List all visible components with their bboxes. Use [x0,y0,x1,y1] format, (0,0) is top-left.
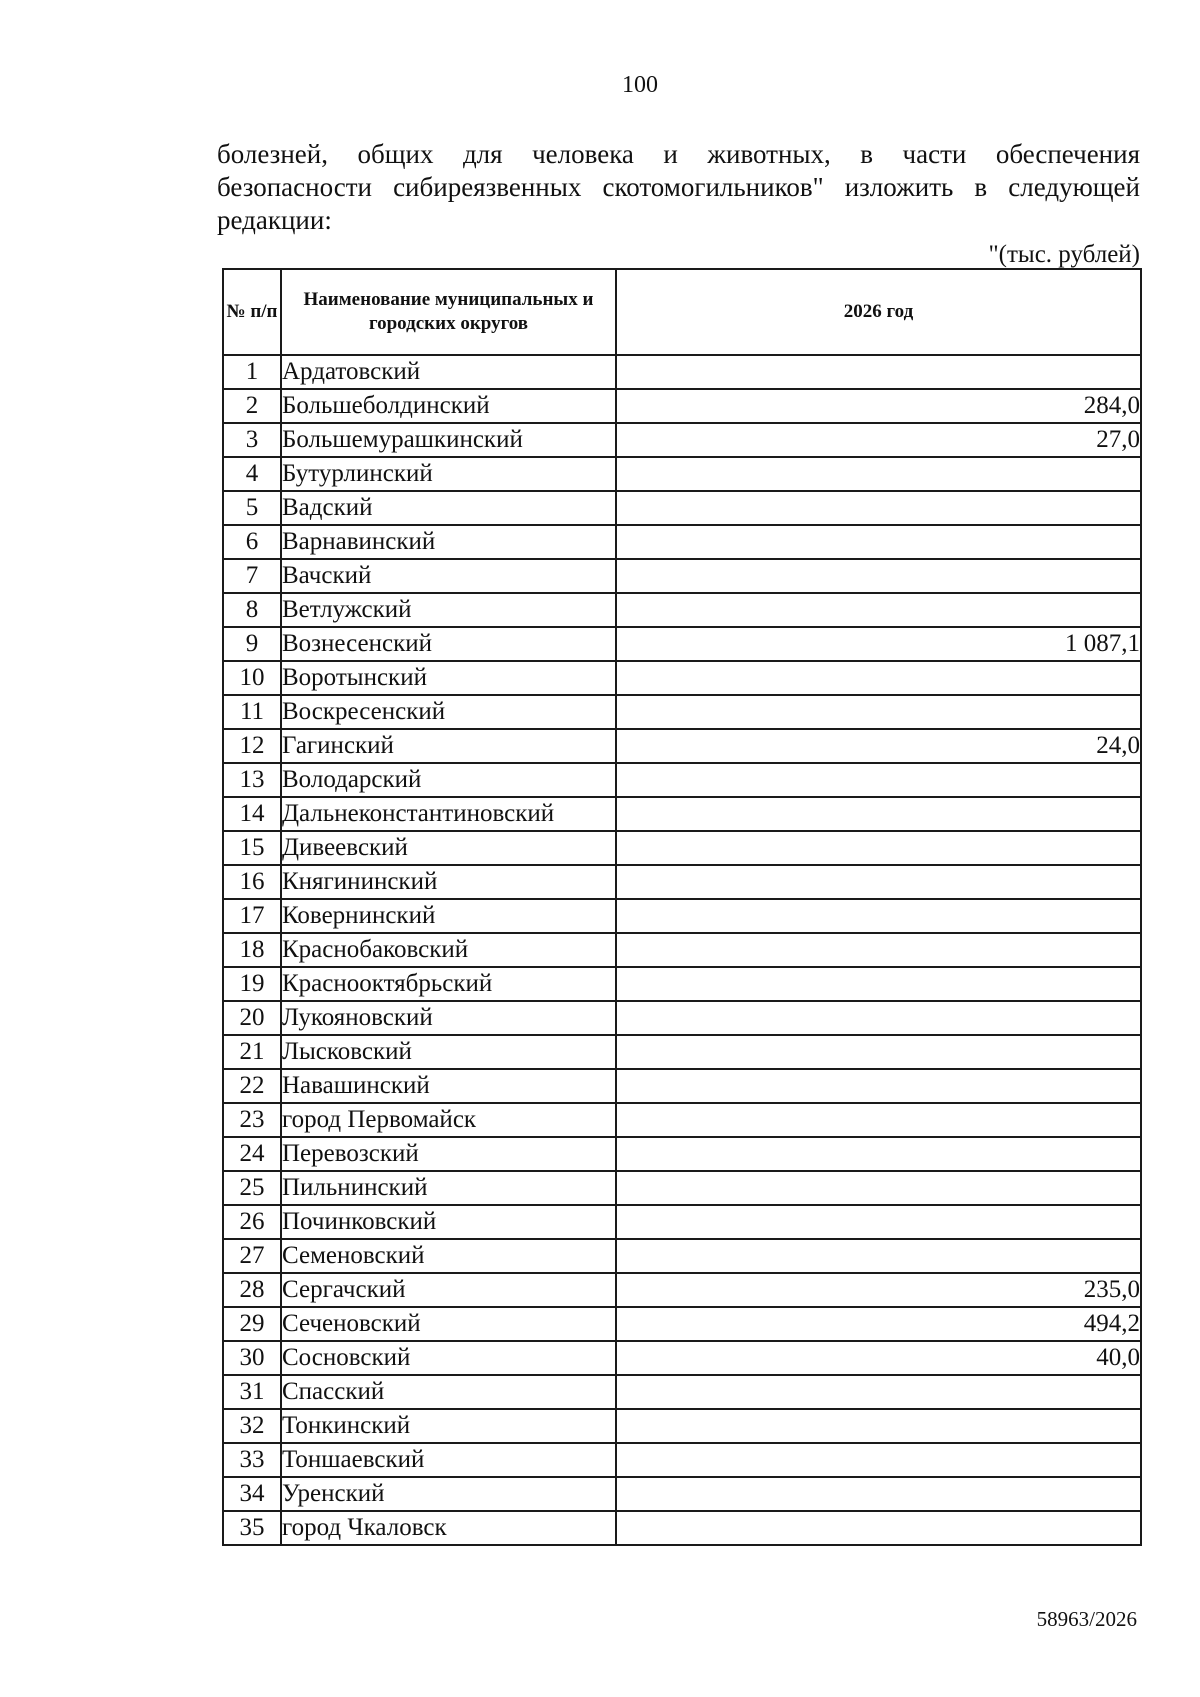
intro-line: безопасности сибиреязвенных скотомогильников" изложить в следующей [217,172,1140,202]
row-value-2026 [616,457,1141,491]
table-row [223,525,1141,559]
row-value-2026 [616,797,1141,831]
row-number: 14 [223,797,281,831]
row-number: 30 [223,1341,281,1375]
row-district-name: Вачский [281,559,616,593]
table-row [223,1443,1141,1477]
row-value-2026: 27,0 [616,423,1141,457]
row-number: 26 [223,1205,281,1239]
row-number: 8 [223,593,281,627]
intro-line: болезней, общих для человека и животных, в части обеспечения [217,139,1140,169]
header-name: Наименование муниципальных и городских округов [281,269,616,355]
row-district-name: Большеболдинский [281,389,616,423]
row-district-name: Починковский [281,1205,616,1239]
table-row [223,661,1141,695]
table-row [223,967,1141,1001]
row-district-name: Бутурлинский [281,457,616,491]
row-district-name: Краснооктябрьский [281,967,616,1001]
document-code: 58963/2026 [1036,1607,1137,1631]
row-value-2026 [616,491,1141,525]
row-number: 6 [223,525,281,559]
row-value-2026 [616,1375,1141,1409]
row-number: 28 [223,1273,281,1307]
table-row [223,355,1141,389]
table-row [223,1273,1141,1307]
row-district-name: Варнавинский [281,525,616,559]
row-number: 16 [223,865,281,899]
row-district-name: Вознесенский [281,627,616,661]
row-value-2026: 1 087,1 [616,627,1141,661]
table-body [223,355,1141,1545]
row-value-2026 [616,865,1141,899]
table-row [223,1205,1141,1239]
row-district-name: Сеченовский [281,1307,616,1341]
row-district-name: Тонкинский [281,1409,616,1443]
row-district-name: Володарский [281,763,616,797]
row-district-name: Дальнеконстантиновский [281,797,616,831]
table-row [223,559,1141,593]
table-row [223,423,1141,457]
row-district-name: Гагинский [281,729,616,763]
table-row [223,1035,1141,1069]
row-value-2026 [616,661,1141,695]
row-value-2026 [616,355,1141,389]
row-value-2026: 40,0 [616,1341,1141,1375]
table-header-row [223,269,1141,355]
row-district-name: Большемурашкинский [281,423,616,457]
row-value-2026 [616,1205,1141,1239]
row-district-name: Спасский [281,1375,616,1409]
table-row [223,1341,1141,1375]
row-number: 27 [223,1239,281,1273]
row-value-2026 [616,1069,1141,1103]
row-value-2026 [616,1477,1141,1511]
row-number: 25 [223,1171,281,1205]
table-row [223,831,1141,865]
table-row [223,1171,1141,1205]
table-row [223,1511,1141,1545]
table-row [223,1069,1141,1103]
row-number: 23 [223,1103,281,1137]
row-value-2026: 284,0 [616,389,1141,423]
table-row [223,1001,1141,1035]
row-value-2026: 494,2 [616,1307,1141,1341]
row-value-2026 [616,525,1141,559]
row-value-2026 [616,559,1141,593]
row-value-2026 [616,1137,1141,1171]
table-row [223,729,1141,763]
table-row [223,1477,1141,1511]
header-num: № п/п [223,269,281,355]
row-district-name: Пильнинский [281,1171,616,1205]
row-value-2026 [616,695,1141,729]
table-row [223,865,1141,899]
row-value-2026 [616,1409,1141,1443]
units-label: "(тыс. рублей) [988,241,1140,268]
table-row [223,1137,1141,1171]
row-district-name: Дивеевский [281,831,616,865]
row-district-name: Ветлужский [281,593,616,627]
table-row [223,491,1141,525]
row-value-2026 [616,1511,1141,1545]
row-value-2026 [616,1171,1141,1205]
row-value-2026 [616,1035,1141,1069]
row-number: 22 [223,1069,281,1103]
row-district-name: Семеновский [281,1239,616,1273]
row-district-name: Сосновский [281,1341,616,1375]
row-district-name: Лукояновский [281,1001,616,1035]
row-number: 20 [223,1001,281,1035]
row-number: 33 [223,1443,281,1477]
row-value-2026 [616,967,1141,1001]
row-number: 17 [223,899,281,933]
row-district-name: город Чкаловск [281,1511,616,1545]
row-value-2026 [616,1001,1141,1035]
table-row [223,457,1141,491]
row-number: 12 [223,729,281,763]
intro-line: редакции: [217,205,332,235]
row-number: 3 [223,423,281,457]
table-row [223,593,1141,627]
row-number: 2 [223,389,281,423]
table-row [223,389,1141,423]
row-number: 4 [223,457,281,491]
row-number: 5 [223,491,281,525]
row-number: 32 [223,1409,281,1443]
row-district-name: Навашинский [281,1069,616,1103]
row-number: 15 [223,831,281,865]
table-row [223,1375,1141,1409]
row-district-name: Ардатовский [281,355,616,389]
row-number: 1 [223,355,281,389]
row-value-2026 [616,763,1141,797]
row-number: 9 [223,627,281,661]
row-value-2026 [616,933,1141,967]
table-row [223,1103,1141,1137]
row-value-2026: 24,0 [616,729,1141,763]
page-number: 100 [622,72,658,98]
row-number: 18 [223,933,281,967]
table-row [223,899,1141,933]
row-number: 11 [223,695,281,729]
row-district-name: Лысковский [281,1035,616,1069]
row-value-2026 [616,593,1141,627]
row-value-2026 [616,1103,1141,1137]
row-number: 7 [223,559,281,593]
row-value-2026 [616,899,1141,933]
table-row [223,1239,1141,1273]
table-row [223,933,1141,967]
row-value-2026: 235,0 [616,1273,1141,1307]
table-row [223,1307,1141,1341]
row-district-name: Ковернинский [281,899,616,933]
row-number: 24 [223,1137,281,1171]
row-value-2026 [616,831,1141,865]
header-year: 2026 год [616,269,1141,355]
row-number: 19 [223,967,281,1001]
allocation-table [222,268,1142,1546]
row-number: 10 [223,661,281,695]
row-district-name: Воротынский [281,661,616,695]
row-district-name: Тоншаевский [281,1443,616,1477]
row-district-name: Уренский [281,1477,616,1511]
table-row [223,763,1141,797]
row-district-name: город Первомайск [281,1103,616,1137]
table-row [223,695,1141,729]
row-district-name: Воскресенский [281,695,616,729]
table-row [223,627,1141,661]
row-district-name: Княгининский [281,865,616,899]
row-number: 34 [223,1477,281,1511]
table-row [223,797,1141,831]
table-row [223,1409,1141,1443]
row-value-2026 [616,1443,1141,1477]
row-district-name: Перевозский [281,1137,616,1171]
row-number: 29 [223,1307,281,1341]
intro-paragraph [217,138,1140,237]
row-district-name: Сергачский [281,1273,616,1307]
row-value-2026 [616,1239,1141,1273]
row-district-name: Краснобаковский [281,933,616,967]
row-number: 31 [223,1375,281,1409]
row-number: 35 [223,1511,281,1545]
row-district-name: Вадский [281,491,616,525]
row-number: 13 [223,763,281,797]
row-number: 21 [223,1035,281,1069]
